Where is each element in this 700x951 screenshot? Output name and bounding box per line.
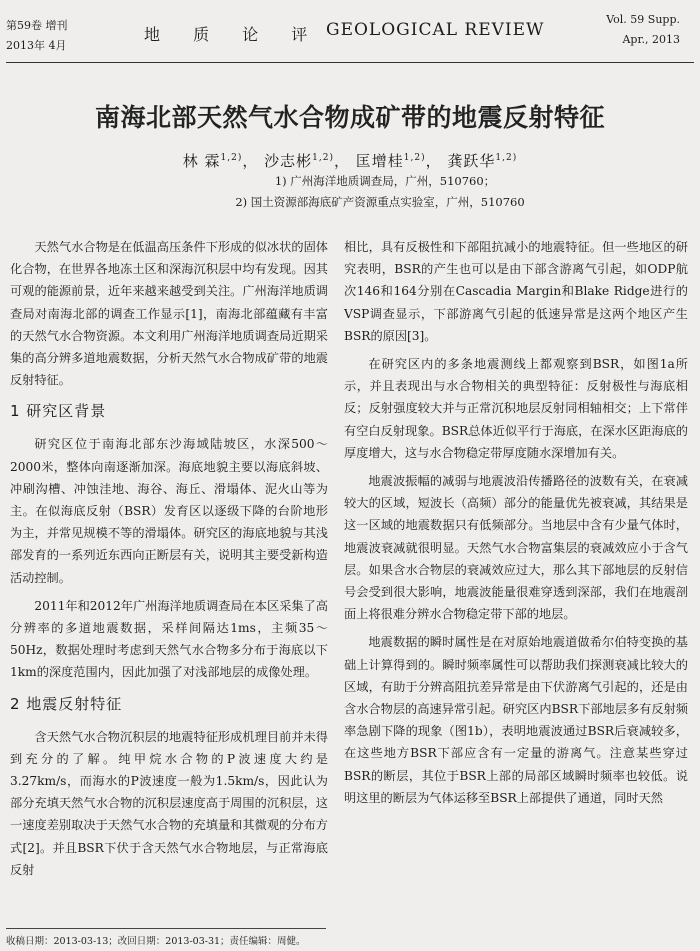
date-en: Apr., 2013 xyxy=(622,33,680,46)
volume-en: Vol. 59 Supp. xyxy=(606,13,680,26)
body-paragraph: 研究区位于南海北部东沙海域陆坡区，水深500～2000米，整体向南逐渐加深。海底地貌主要以海底斜坡、冲刷沟槽、冲蚀洼地、海谷、海丘、滑塌体、泥火山等为主。在似海底反射（BSR）发育区以逐级下降的台阶地形为主，并常见规模不等的滑塌体。研究区的海底地貌与其浅部发育的一系列近东西向正断层有关，说明其主要受新构造活动控制。 xyxy=(10,437,328,585)
author-name: 沙志彬 xyxy=(264,152,313,170)
left-column xyxy=(10,236,328,881)
journal-title-cn: 地 质 论 评 xyxy=(144,25,322,44)
body-paragraph: 相比，具有反极性和下部阻抗减小的地震特征。但一些地区的研究表明，BSR的产生也可以是由下部含游离气引起，如ODP航次146和164分别在Cascadia Margin和Blake Ridge进行的VSP调查显示，下部游离气引起的低速异常是这两个地区产生BSR的原因[3]。 xyxy=(344,240,688,343)
body-paragraph: 地震波振幅的减弱与地震波沿传播路径的波数有关，在衰减较大的区域，短波长（高频）部分的能量优先被衰减，其结果是这一区域的地震数据只有低频部分。当地层中含有少量气体时，地震波衰减就很明显。天然气水合物富集层的衰减效应小于含气层。如果含水合物层的衰减效应过大，那么其下部地层的反射信号会受到很大影响，地震波能量很难穿透到深部，我们在地震剖面上将很难分辨水合物稳定带下部的地层。 xyxy=(344,474,688,622)
author-affiliation-mark: 1,2) xyxy=(403,153,426,163)
footnote-dates: 收稿日期：2013-03-13；改回日期：2013-03-31；责任编辑：周健。 xyxy=(6,936,306,947)
author-affiliation-mark: 1,2) xyxy=(495,153,518,163)
body-paragraph: 在研究区内的多条地震测线上都观察到BSR，如图1a所示，并且表现出与水合物相关的典型特征：反射极性与海底相反；反射强度较大并与正常沉积地层反射同相轴相交；上下常伴有空白反射现象。BSR总体近似平行于海底，在深水区距海底的厚度增大，这与水合物稳定带厚度随水深增加有关。 xyxy=(344,357,688,460)
author-name: 龚跃华 xyxy=(447,152,496,170)
author-list: 林 霖$^{1,2)}$， 沙志彬$^{1,2)}$， 匡增桂$^{1,2)}$， 龚跃华$^{1,2)}$ xyxy=(182,152,518,170)
volume-cn: 第59卷 增刊 xyxy=(6,19,68,32)
section-heading: 2 地震反射特征 xyxy=(10,694,123,713)
intro-paragraph: 天然气水合物是在低温高压条件下形成的似冰状的固体化合物，在世界各地冻土区和深海沉积层中均有发现。因其可观的能源前景，近年来越来越受到关注。广州海洋地质调查局对南海北部的调查工作显示[1]，南海北部蕴藏有丰富的天然气水合物资源。本文利用广州海洋地质调查局近期采集的高分辨多道地震数据，分析天然气水合物成矿带的地震反射特征。 xyxy=(10,240,328,388)
journal-title-en: GEOLOGICAL REVIEW xyxy=(326,20,545,40)
header-divider xyxy=(6,62,694,63)
author-name: 林 霖 xyxy=(182,152,221,170)
author-affiliation-mark: 1,2) xyxy=(220,153,243,163)
affiliation-2: 2) 国土资源部海底矿产资源重点实验室，广州，510760 xyxy=(235,195,525,209)
section-heading: 1 研究区背景 xyxy=(10,402,107,421)
footer-divider xyxy=(6,928,326,929)
affiliation-1: 1) 广州海洋地质调查局，广州，510760； xyxy=(274,174,496,188)
header-left xyxy=(6,16,68,56)
body-paragraph: 含天然气水合物沉积层的地震特征形成机理目前并未得到充分的了解。纯甲烷水合物的P波速度大约是3.27km/s，而海水的P波速度一般为1.5km/s，因此认为部分充填天然气水合物的沉积层速度高于周围的沉积层，这一速度差别取决于天然气水合物的充填量和其微观的分布方式[2]。并且BSR下伏于含天然气水合物地层，与正常海底反射 xyxy=(10,729,328,877)
body-paragraph: 地震数据的瞬时属性是在对原始地震道做希尔伯特变换的基础上计算得到的。瞬时频率属性可以帮助我们探测衰减比较大的区域，有助于分辨高阻抗差异常是由下伏游离气引起的，还是由含水合物层的高速异常引起。研究区内BSR下部地层多有反射频率急剧下降的现象（图1b），表明地震波通过BSR后衰减较多，在这些地方BSR下部应含有一定量的游离气。注意某些穿过BSR的断层，其位于BSR上部的局部区域瞬时频率也较低。说明这里的断层为气体运移至BSR上部提供了通道，同时天然 xyxy=(344,635,688,805)
author-affiliation-mark: 1,2) xyxy=(312,153,334,163)
body-paragraph: 2011年和2012年广州海洋地质调查局在本区采集了高分辨率的多道地震数据，采样间隔达1ms，主频35～50Hz，数据处理时考虑到天然气水合物多分布于海底以下1km的深度范围内，因此加强了对浅部地层的成像处理。 xyxy=(10,598,328,680)
right-column xyxy=(344,236,688,809)
date-cn: 2013年 4月 xyxy=(6,39,67,52)
author-name: 匡增桂 xyxy=(355,152,404,170)
header-right xyxy=(606,10,680,50)
paper-title: 南海北部天然气水合物成矿带的地震反射特征 xyxy=(94,103,605,132)
